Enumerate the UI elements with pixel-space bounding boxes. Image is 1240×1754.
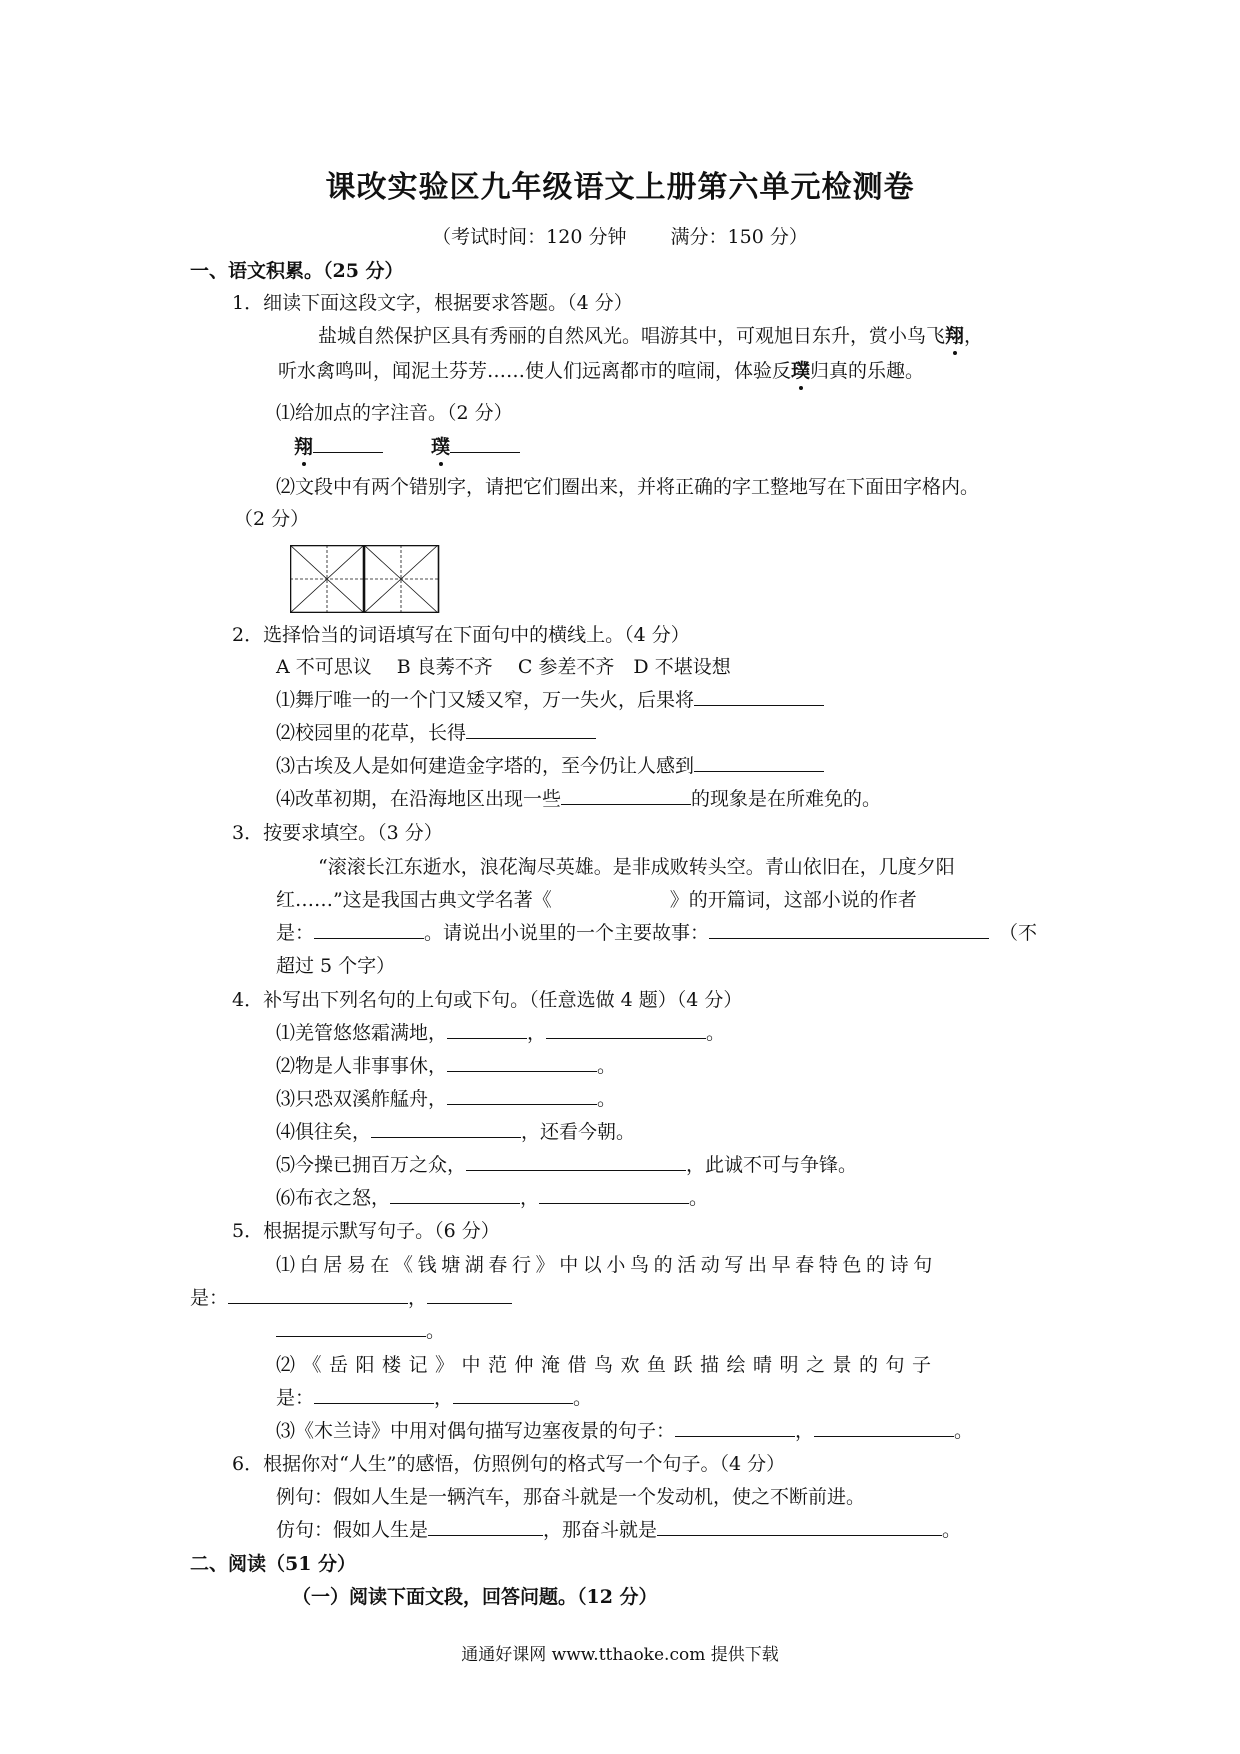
q5-stem: 5．根据提示默写句子。（6 分） xyxy=(232,1220,500,1242)
q5-blank-2b[interactable] xyxy=(453,1385,573,1404)
q5-blank-1c[interactable] xyxy=(276,1318,426,1337)
q5-blank-3b[interactable] xyxy=(814,1418,954,1437)
q4-item-3: ⑶只恐双溪舴艋舟， 。 xyxy=(276,1088,617,1110)
dotted-char-xiang: 翔 xyxy=(945,321,964,348)
q2-stem: 2．选择恰当的词语填写在下面句中的横线上。（4 分） xyxy=(232,624,690,646)
q6-blank-2[interactable] xyxy=(657,1517,942,1536)
q4-blank-5[interactable] xyxy=(466,1152,686,1171)
q2-options: A 不可思议 B 良莠不齐 C 参差不齐 D 不堪设想 xyxy=(276,656,731,678)
q4-blank-6b[interactable] xyxy=(539,1185,689,1204)
q2-blank-4[interactable] xyxy=(561,786,691,805)
tianzige-grid[interactable] xyxy=(290,545,440,613)
q5-item-3: ⑶《木兰诗》中用对偶句描写边塞夜景的句子： ， 。 xyxy=(276,1420,974,1442)
q6-stem: 6．根据你对“人生”的感悟，仿照例句的格式写一个句子。（4 分） xyxy=(232,1453,786,1475)
q1-sub2: ⑵文段中有两个错别字，请把它们圈出来，并将正确的字工整地写在下面田字格内。 xyxy=(276,476,980,498)
section-1-heading: 一、语文积累。（25 分） xyxy=(190,260,404,282)
q3-story-blank[interactable] xyxy=(709,920,989,939)
q2-blank-1[interactable] xyxy=(694,687,824,706)
q4-item-2: ⑵物是人非事事休， 。 xyxy=(276,1055,617,1077)
q1-sub2-score: （2 分） xyxy=(234,508,310,530)
q5-blank-2a[interactable] xyxy=(314,1385,434,1404)
q3-line-3: 是： 。请说出小说里的一个主要故事： （不 xyxy=(276,922,1038,944)
q4-blank-1a[interactable] xyxy=(447,1020,527,1039)
exam-info: （考试时间：120 分钟 满分：150 分） xyxy=(432,226,808,248)
q3-stem: 3．按要求填空。（3 分） xyxy=(232,822,443,844)
q4-blank-4[interactable] xyxy=(371,1119,521,1138)
q5-blank-1b[interactable] xyxy=(427,1285,512,1304)
q5-item-1: ⑴白居易在《钱塘湖春行》中以小鸟的活动写出早春特色的诗句 xyxy=(276,1254,937,1276)
q5-item-2-answer: 是： ， 。 xyxy=(276,1387,593,1409)
q3-author-blank[interactable] xyxy=(314,920,424,939)
q5-item-1-answer: 是： ， xyxy=(190,1283,512,1310)
q3-line-2: 红……”这是我国古典文学名著《 》的开篇词，这部小说的作者 xyxy=(276,889,917,911)
q1-paragraph-line1: 盐城自然保护区具有秀丽的自然风光。唱游其中，可观旭日东升，赏小鸟飞翔， xyxy=(318,321,983,348)
q2-sentence-4: ⑷改革初期，在沿海地区出现一些 的现象是在所难免的。 xyxy=(276,788,882,810)
q2-blank-3[interactable] xyxy=(694,753,824,772)
q5-blank-3a[interactable] xyxy=(675,1418,795,1437)
q4-blank-2[interactable] xyxy=(447,1053,597,1072)
q6-example: 例句：假如人生是一辆汽车，那奋斗就是一个发动机，使之不断前进。 xyxy=(276,1486,866,1508)
q1-stem: 1．细读下面这段文字，根据要求答题。（4 分） xyxy=(232,292,633,314)
q5-item-2: ⑵《岳阳楼记》中范仲淹借鸟欢鱼跃描绘晴明之景的句子 xyxy=(276,1354,939,1376)
footer-download-note: 通通好课网 www.tthaoke.com 提供下载 xyxy=(461,1645,779,1665)
q4-blank-1b[interactable] xyxy=(546,1020,706,1039)
pinyin-blank-2[interactable] xyxy=(450,434,520,453)
q4-item-6: ⑹布衣之怒， ， 。 xyxy=(276,1187,709,1209)
q2-sentence-1: ⑴舞厅唯一的一个门又矮又窄，万一失火，后果将 xyxy=(276,685,824,712)
q4-blank-3[interactable] xyxy=(447,1086,597,1105)
pinyin-blank-1[interactable] xyxy=(313,434,383,453)
q2-blank-2[interactable] xyxy=(466,720,596,739)
section-2-heading: 二、阅读（51 分） xyxy=(190,1553,357,1575)
q4-item-4: ⑷俱往矣， ，还看今朝。 xyxy=(276,1121,636,1143)
dotted-char-pu: 璞 xyxy=(791,356,810,383)
q3-line-4: 超过 5 个字） xyxy=(276,955,396,977)
q5-item-1-cont: 。 xyxy=(276,1316,445,1343)
q1-paragraph-line2: 听水禽鸣叫，闻泥土芬芳……使人们远离都市的喧闹，体验反璞归真的乐趣。 xyxy=(278,356,924,383)
q4-stem: 4．补写出下列名句的上句或下句。（任意选做 4 题）（4 分） xyxy=(232,989,743,1011)
q4-blank-6a[interactable] xyxy=(390,1185,520,1204)
q5-blank-1a[interactable] xyxy=(228,1285,408,1304)
q2-sentence-3: ⑶古埃及人是如何建造金字塔的，至今仍让人感到 xyxy=(276,751,824,778)
q3-line-1: “滚滚长江东逝水，浪花淘尽英雄。是非成败转头空。青山依旧在，几度夕阳 xyxy=(318,856,955,878)
page-title: 课改实验区九年级语文上册第六单元检测卷 xyxy=(325,170,915,205)
q6-blank-1[interactable] xyxy=(428,1517,543,1536)
q6-imitate: 仿句：假如人生是 ，那奋斗就是 。 xyxy=(276,1519,962,1541)
q1-pinyin-answers: 翔 璞 xyxy=(294,432,520,459)
q4-item-1: ⑴羌管悠悠霜满地， ， 。 xyxy=(276,1022,726,1044)
q2-sentence-2: ⑵校园里的花草，长得 xyxy=(276,718,596,745)
section-2-sub-heading: （一）阅读下面文段，回答问题。（12 分） xyxy=(292,1586,658,1608)
q4-item-5: ⑸今操已拥百万之众， ，此诚不可与争锋。 xyxy=(276,1154,858,1176)
q1-sub1: ⑴给加点的字注音。（2 分） xyxy=(276,402,513,424)
